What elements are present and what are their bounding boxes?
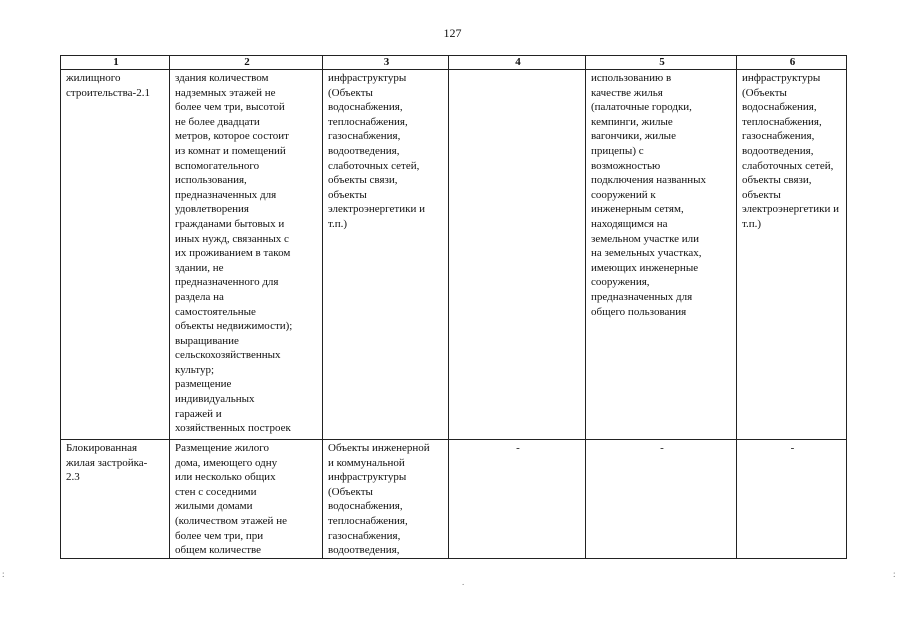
- cell-text-line: более чем три, при: [175, 529, 264, 542]
- cell-text-line: объекты: [328, 188, 367, 201]
- cell-text-line: газоснабжения,: [328, 529, 401, 542]
- cell-text-line: объекты связи,: [328, 174, 398, 187]
- cell-text-line: стен с соседними: [175, 485, 257, 498]
- cell-text-line: кемпинги, жилые: [591, 115, 673, 128]
- cell-text-line: подключения названных: [591, 174, 707, 187]
- cell-text-line: жилищного: [66, 72, 121, 84]
- cell-text-line: объекты связи,: [742, 174, 812, 187]
- table-cell: [449, 70, 586, 440]
- column-header-1: 1: [61, 56, 170, 70]
- cell-text-line: самостоятельные: [175, 305, 256, 318]
- cell-text-line: гражданами бытовых и: [175, 217, 285, 230]
- cell-text-line: метров, которое состоит: [175, 130, 289, 143]
- table-cell: [586, 440, 737, 559]
- cell-text-line: водоотведения,: [328, 544, 400, 557]
- cell-text-line: на земельных участках,: [591, 247, 702, 260]
- table-header-row: [61, 56, 847, 70]
- cell-text-line: здания количеством: [175, 72, 269, 84]
- cell-text-line: сельскохозяйственных: [175, 349, 281, 362]
- cell-text-line: культур;: [175, 363, 215, 376]
- scan-mark: :: [893, 569, 896, 579]
- cell-text-line: жилая застройка-: [66, 456, 148, 469]
- cell-text-line: инфраструктуры: [328, 471, 407, 484]
- table-cell: [586, 70, 737, 440]
- cell-text-line: сооружения,: [591, 276, 650, 289]
- page-number: 127: [443, 26, 462, 40]
- cell-text-line: индивидуальных: [175, 393, 255, 406]
- cell-text-line: (палаточные городки,: [591, 101, 692, 114]
- cell-text-line: теплоснабжения,: [742, 115, 822, 128]
- cell-text-line: инфраструктуры: [742, 72, 821, 84]
- table-cell: [170, 70, 323, 440]
- cell-text-line: гаражей и: [175, 407, 222, 420]
- cell-text-line: имеющих инженерные: [591, 261, 699, 274]
- cell-text-line: Размещение жилого: [175, 442, 270, 454]
- cell-text-line: объекты недвижимости);: [175, 320, 293, 333]
- cell-text-line: т.п.): [328, 217, 348, 230]
- cell-text-line: -: [660, 442, 664, 454]
- table-cell: [61, 440, 170, 559]
- cell-text-line: не более двадцати: [175, 115, 260, 128]
- cell-text-line: предназначенных для: [591, 290, 693, 303]
- cell-text-line: (количеством этажей не: [175, 514, 287, 527]
- regulations-table: [60, 55, 847, 559]
- cell-text-line: иных нужд, связанных с: [175, 232, 289, 245]
- cell-text-line: строительства-2.1: [66, 86, 150, 99]
- cell-text-line: надземных этажей не: [175, 86, 276, 99]
- cell-text-line: хозяйственных построек: [175, 422, 291, 435]
- cell-text-line: водоотведения,: [328, 144, 400, 157]
- table-cell: [323, 440, 449, 559]
- cell-text-line: электроэнергетики и: [742, 203, 839, 216]
- cell-text-line: водоснабжения,: [742, 101, 817, 114]
- cell-text-line: удовлетворения: [175, 203, 249, 216]
- cell-text-line: слаботочных сетей,: [742, 159, 834, 172]
- cell-text-line: инженерным сетям,: [591, 203, 684, 216]
- cell-text-line: электроэнергетики и: [328, 203, 425, 216]
- cell-text-line: теплоснабжения,: [328, 115, 408, 128]
- cell-text-line: газоснабжения,: [742, 130, 815, 143]
- cell-text-line: (Объекты: [328, 485, 373, 498]
- cell-text-line: более чем три, высотой: [175, 101, 285, 114]
- cell-text-line: (Объекты: [328, 86, 373, 99]
- cell-text-line: т.п.): [742, 217, 762, 230]
- cell-text-line: предназначенного для: [175, 276, 279, 289]
- cell-text-line: водоснабжения,: [328, 101, 403, 114]
- table-row: [61, 70, 847, 440]
- cell-text-line: водоотведения,: [742, 144, 814, 157]
- cell-text-line: раздела на: [175, 290, 224, 303]
- cell-text-line: общем количестве: [175, 544, 262, 557]
- cell-text-line: сооружений к: [591, 188, 656, 201]
- column-header-2: 2: [170, 56, 323, 70]
- cell-text-line: использованию в: [591, 72, 672, 84]
- cell-text-line: их проживанием в таком: [175, 247, 291, 260]
- cell-text-line: прицепы) с: [591, 144, 644, 157]
- table-cell: [61, 70, 170, 440]
- cell-text-line: общего пользования: [591, 305, 687, 318]
- scan-mark: :: [2, 569, 5, 579]
- table-cell: [449, 440, 586, 559]
- table-cell: [170, 440, 323, 559]
- cell-text-line: и коммунальной: [328, 456, 405, 469]
- table-cell: [323, 70, 449, 440]
- cell-text-line: инфраструктуры: [328, 72, 407, 84]
- column-header-5: 5: [586, 56, 737, 70]
- cell-text-line: земельном участке или: [591, 232, 700, 245]
- cell-text-line: или несколько общих: [175, 471, 276, 484]
- cell-text-line: использования,: [175, 174, 247, 187]
- cell-text-line: качестве жилья: [591, 86, 663, 99]
- cell-text-line: возможностью: [591, 159, 661, 172]
- cell-text-line: (Объекты: [742, 86, 787, 99]
- table-row: [61, 440, 847, 559]
- table-cell: [737, 440, 847, 559]
- column-header-6: 6: [737, 56, 847, 70]
- cell-text-line: слаботочных сетей,: [328, 159, 420, 172]
- cell-text-line: предназначенных для: [175, 188, 277, 201]
- cell-text-line: газоснабжения,: [328, 130, 401, 143]
- column-header-3: 3: [323, 56, 449, 70]
- cell-text-line: находящимся на: [591, 217, 668, 230]
- cell-text-line: здании, не: [175, 261, 224, 274]
- table-cell: [737, 70, 847, 440]
- cell-text-line: Объекты инженерной: [328, 442, 430, 454]
- cell-text-line: теплоснабжения,: [328, 514, 408, 527]
- cell-text-line: 2.3: [66, 471, 80, 484]
- cell-text-line: вспомогательного: [175, 159, 260, 172]
- cell-text-line: из комнат и помещений: [175, 144, 286, 157]
- cell-text-line: размещение: [175, 378, 232, 391]
- cell-text-line: -: [790, 442, 795, 454]
- cell-text-line: Блокированная: [66, 442, 138, 454]
- cell-text-line: -: [516, 442, 520, 454]
- cell-text-line: выращивание: [175, 334, 239, 347]
- cell-text-line: жилыми домами: [175, 500, 253, 513]
- cell-text-line: вагончики, жилые: [591, 130, 676, 143]
- column-header-4: 4: [449, 56, 586, 70]
- scan-mark: .: [462, 577, 465, 587]
- cell-text-line: объекты: [742, 188, 781, 201]
- cell-text-line: водоснабжения,: [328, 500, 403, 513]
- cell-text-line: дома, имеющего одну: [175, 456, 278, 469]
